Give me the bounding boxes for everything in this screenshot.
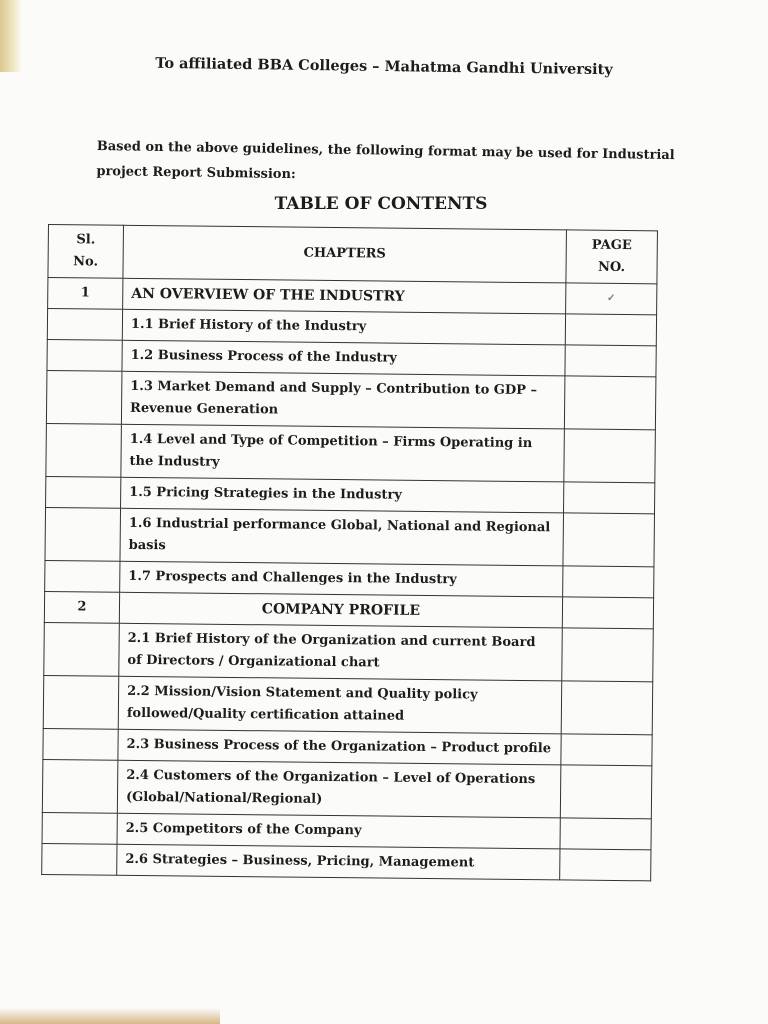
- chapter-cell: 1.2 Business Process of the Industry: [122, 340, 565, 376]
- page-cell: [562, 597, 653, 629]
- header-page-no: [566, 230, 658, 284]
- table-row: [42, 759, 652, 818]
- sl-cell: 1: [48, 278, 123, 310]
- chapter-cell: AN OVERVIEW OF THE INDUSTRY: [123, 278, 566, 314]
- sl-cell: [45, 560, 120, 592]
- sl-cell: [42, 812, 117, 844]
- sl-cell: [43, 728, 118, 760]
- page-cell: [561, 681, 653, 735]
- table-row: [44, 622, 654, 681]
- chapter-cell: 1.7 Prospects and Challenges in the Industry: [120, 561, 563, 597]
- sl-cell: [43, 675, 119, 729]
- chapter-cell: 1.5 Pricing Strategies in the Industry: [121, 477, 564, 513]
- page-cell: [560, 818, 651, 850]
- bottom-edge-shadow: [0, 1008, 220, 1024]
- chapter-cell: 2.6 Strategies – Business, Pricing, Management: [117, 844, 560, 880]
- sl-cell: [46, 476, 121, 508]
- chapter-cell: COMPANY PROFILE: [119, 592, 562, 628]
- header-page-line1: PAGE: [591, 237, 632, 254]
- header-sl-no: [48, 225, 124, 279]
- sl-cell: [42, 759, 118, 813]
- toc-header-row: [48, 225, 658, 284]
- page-cell: [560, 765, 652, 819]
- chapter-cell: 2.2 Mission/Vision Statement and Quality policy followed/Quality certification attained: [118, 676, 562, 734]
- header-title: To affiliated BBA Colleges – Mahatma Gandhi University: [155, 54, 613, 79]
- page-cell: [562, 628, 654, 682]
- toc-table-wrapper: [41, 224, 658, 881]
- toc-table: [41, 224, 658, 881]
- intro-paragraph: Based on the above guidelines, the following format may be used for Industrial project Report Submission:: [96, 138, 675, 183]
- sl-cell: [44, 622, 120, 676]
- page-cell: [564, 429, 656, 483]
- page-cell: [563, 566, 654, 598]
- chapter-cell: 2.1 Brief History of the Organization and current Board of Directors / Organizational chart: [119, 623, 563, 681]
- page-cell: [563, 513, 655, 567]
- page-cell: [565, 345, 656, 377]
- page-cell: [564, 376, 656, 430]
- page-cell: ✓: [566, 283, 657, 315]
- sl-cell: [47, 309, 122, 341]
- chapter-cell: 2.4 Customers of the Organization – Level of Operations (Global/National/Regional): [117, 760, 561, 818]
- sl-cell: [46, 370, 122, 424]
- table-row: [43, 675, 653, 734]
- header-chapters: CHAPTERS: [123, 225, 567, 283]
- page-cell: [564, 482, 655, 514]
- page-cell: [560, 849, 651, 881]
- sl-cell: [42, 843, 117, 875]
- toc-title: TABLE OF CONTENTS: [274, 194, 488, 214]
- chapter-cell: 1.6 Industrial performance Global, National and Regional basis: [120, 508, 564, 566]
- table-row: [42, 843, 651, 880]
- header-sl-line2: No.: [73, 254, 99, 270]
- sl-cell: [47, 339, 122, 371]
- sl-cell: [46, 423, 122, 477]
- sl-cell: 2: [44, 591, 119, 623]
- table-row: [46, 423, 656, 482]
- chapter-cell: 1.1 Brief History of the Industry: [122, 309, 565, 345]
- header-page-line2: NO.: [597, 259, 626, 276]
- chapter-cell: 1.4 Level and Type of Competition – Firms Operating in the Industry: [121, 424, 565, 482]
- table-row: [46, 370, 656, 429]
- header-sl-line1: Sl.: [76, 232, 96, 248]
- page-cell: [561, 734, 652, 766]
- page-cell: [565, 314, 656, 346]
- chapter-cell: 2.5 Competitors of the Company: [117, 813, 560, 849]
- chapter-cell: 2.3 Business Process of the Organization – Product profile: [118, 729, 561, 765]
- sl-cell: [45, 507, 121, 561]
- chapter-cell: 1.3 Market Demand and Supply – Contribution to GDP – Revenue Generation: [121, 371, 565, 429]
- table-row: [45, 507, 655, 566]
